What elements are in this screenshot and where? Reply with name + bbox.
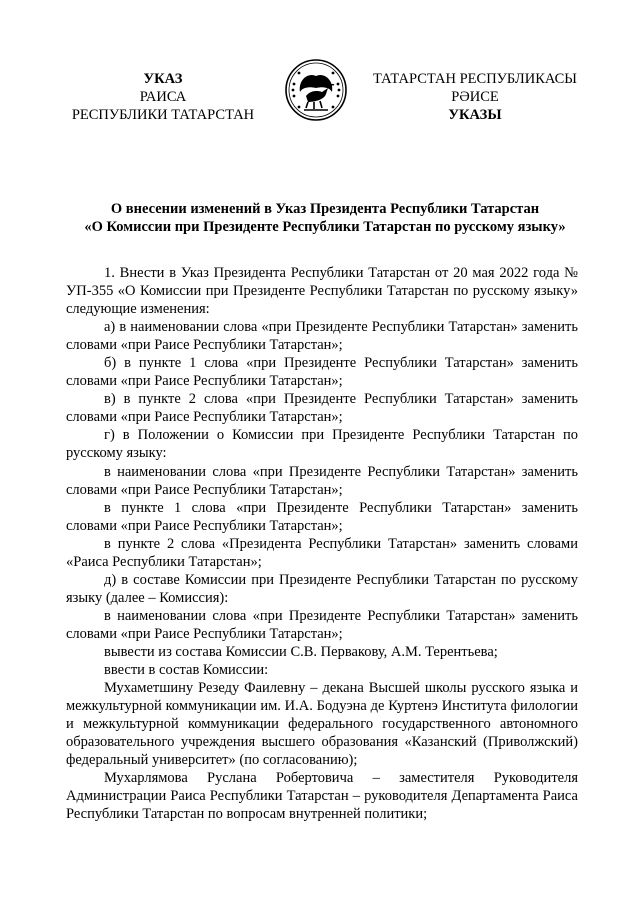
header-left-line-3: РЕСПУБЛИКИ ТАТАРСТАН [71, 107, 255, 123]
paragraph-g: г) в Положении о Комиссии при Президенте Республики Татарстан по русскому языку: [66, 427, 578, 462]
title-line-1: О внесении изменений в Указ Президента Республики Татарстан [110, 201, 540, 217]
paragraph-g-1: в наименовании слова «при Президенте Республики Татарстан» заменить словами «при Раисе Республики Татарстан»; [66, 463, 578, 498]
header-right [362, 70, 588, 124]
paragraph-a: а) в наименовании слова «при Президенте Республики Татарстан» заменить словами «при Раисе Республики Татарстан»; [66, 319, 578, 354]
header-left [58, 70, 268, 124]
paragraph-member-1: Мухаметшину Резеду Фаилевну – декана Высшей школы русского языка и межкультурной коммуникации им. И.А. Бодуэна де Куртенэ Института филологии и межкультурной коммуникации федерального государственного автономного образовательного учреждения высшего образования «Казанский (Приволжский) федеральный университет» (по согласованию); [66, 680, 578, 769]
document-body [66, 264, 578, 823]
header-right-line-2: РӘИСЕ [451, 89, 499, 105]
paragraph-g-2: в пункте 1 слова «при Президенте Республики Татарстан» заменить словами «при Раисе Республики Татарстан»; [66, 499, 578, 534]
header-right-line-3: УКАЗЫ [448, 107, 502, 123]
tatarstan-coat-of-arms-icon [284, 58, 348, 122]
header-left-line-1: УКАЗ [143, 71, 183, 87]
paragraph-d: д) в составе Комиссии при Президенте Республики Татарстан по русскому языку (далее – Комиссия): [66, 571, 578, 606]
paragraph-member-2: Мухарлямова Руслана Робертовича – заместителя Руководителя Администрации Раиса Республики Татарстан – руководителя Департамента Раиса Республики Татарстан по вопросам внутренней политики; [66, 770, 578, 823]
paragraph-d-1: в наименовании слова «при Президенте Республики Татарстан» заменить словами «при Раисе Республики Татарстан»; [66, 607, 578, 642]
title-line-2: «О Комиссии при Президенте Республики Татарстан по русскому языку» [84, 219, 566, 235]
paragraph-d-3: ввести в состав Комиссии: [104, 662, 269, 679]
paragraph-g-3: в пункте 2 слова «Президента Республики Татарстан» заменить словами «Раиса Республики Татарстан»; [66, 535, 578, 570]
paragraph-b: б) в пункте 1 слова «при Президенте Республики Татарстан» заменить словами «при Раисе Республики Татарстан»; [66, 355, 578, 390]
document-title [40, 200, 610, 236]
paragraph-d-2: вывести из состава Комиссии С.В. Первакову, А.М. Терентьева; [104, 643, 498, 660]
paragraph-v: в) в пункте 2 слова «при Президенте Республики Татарстан» заменить словами «при Раисе Республики Татарстан»; [66, 391, 578, 426]
header-right-line-1: ТАТАРСТАН РЕСПУБЛИКАСЫ [373, 71, 577, 87]
paragraph-1: 1. Внести в Указ Президента Республики Татарстан от 20 мая 2022 года № УП-355 «О Комиссии при Президенте Республики Татарстан по русскому языку» следующие изменения: [66, 265, 578, 318]
header-left-line-2: РАИСА [139, 89, 187, 105]
